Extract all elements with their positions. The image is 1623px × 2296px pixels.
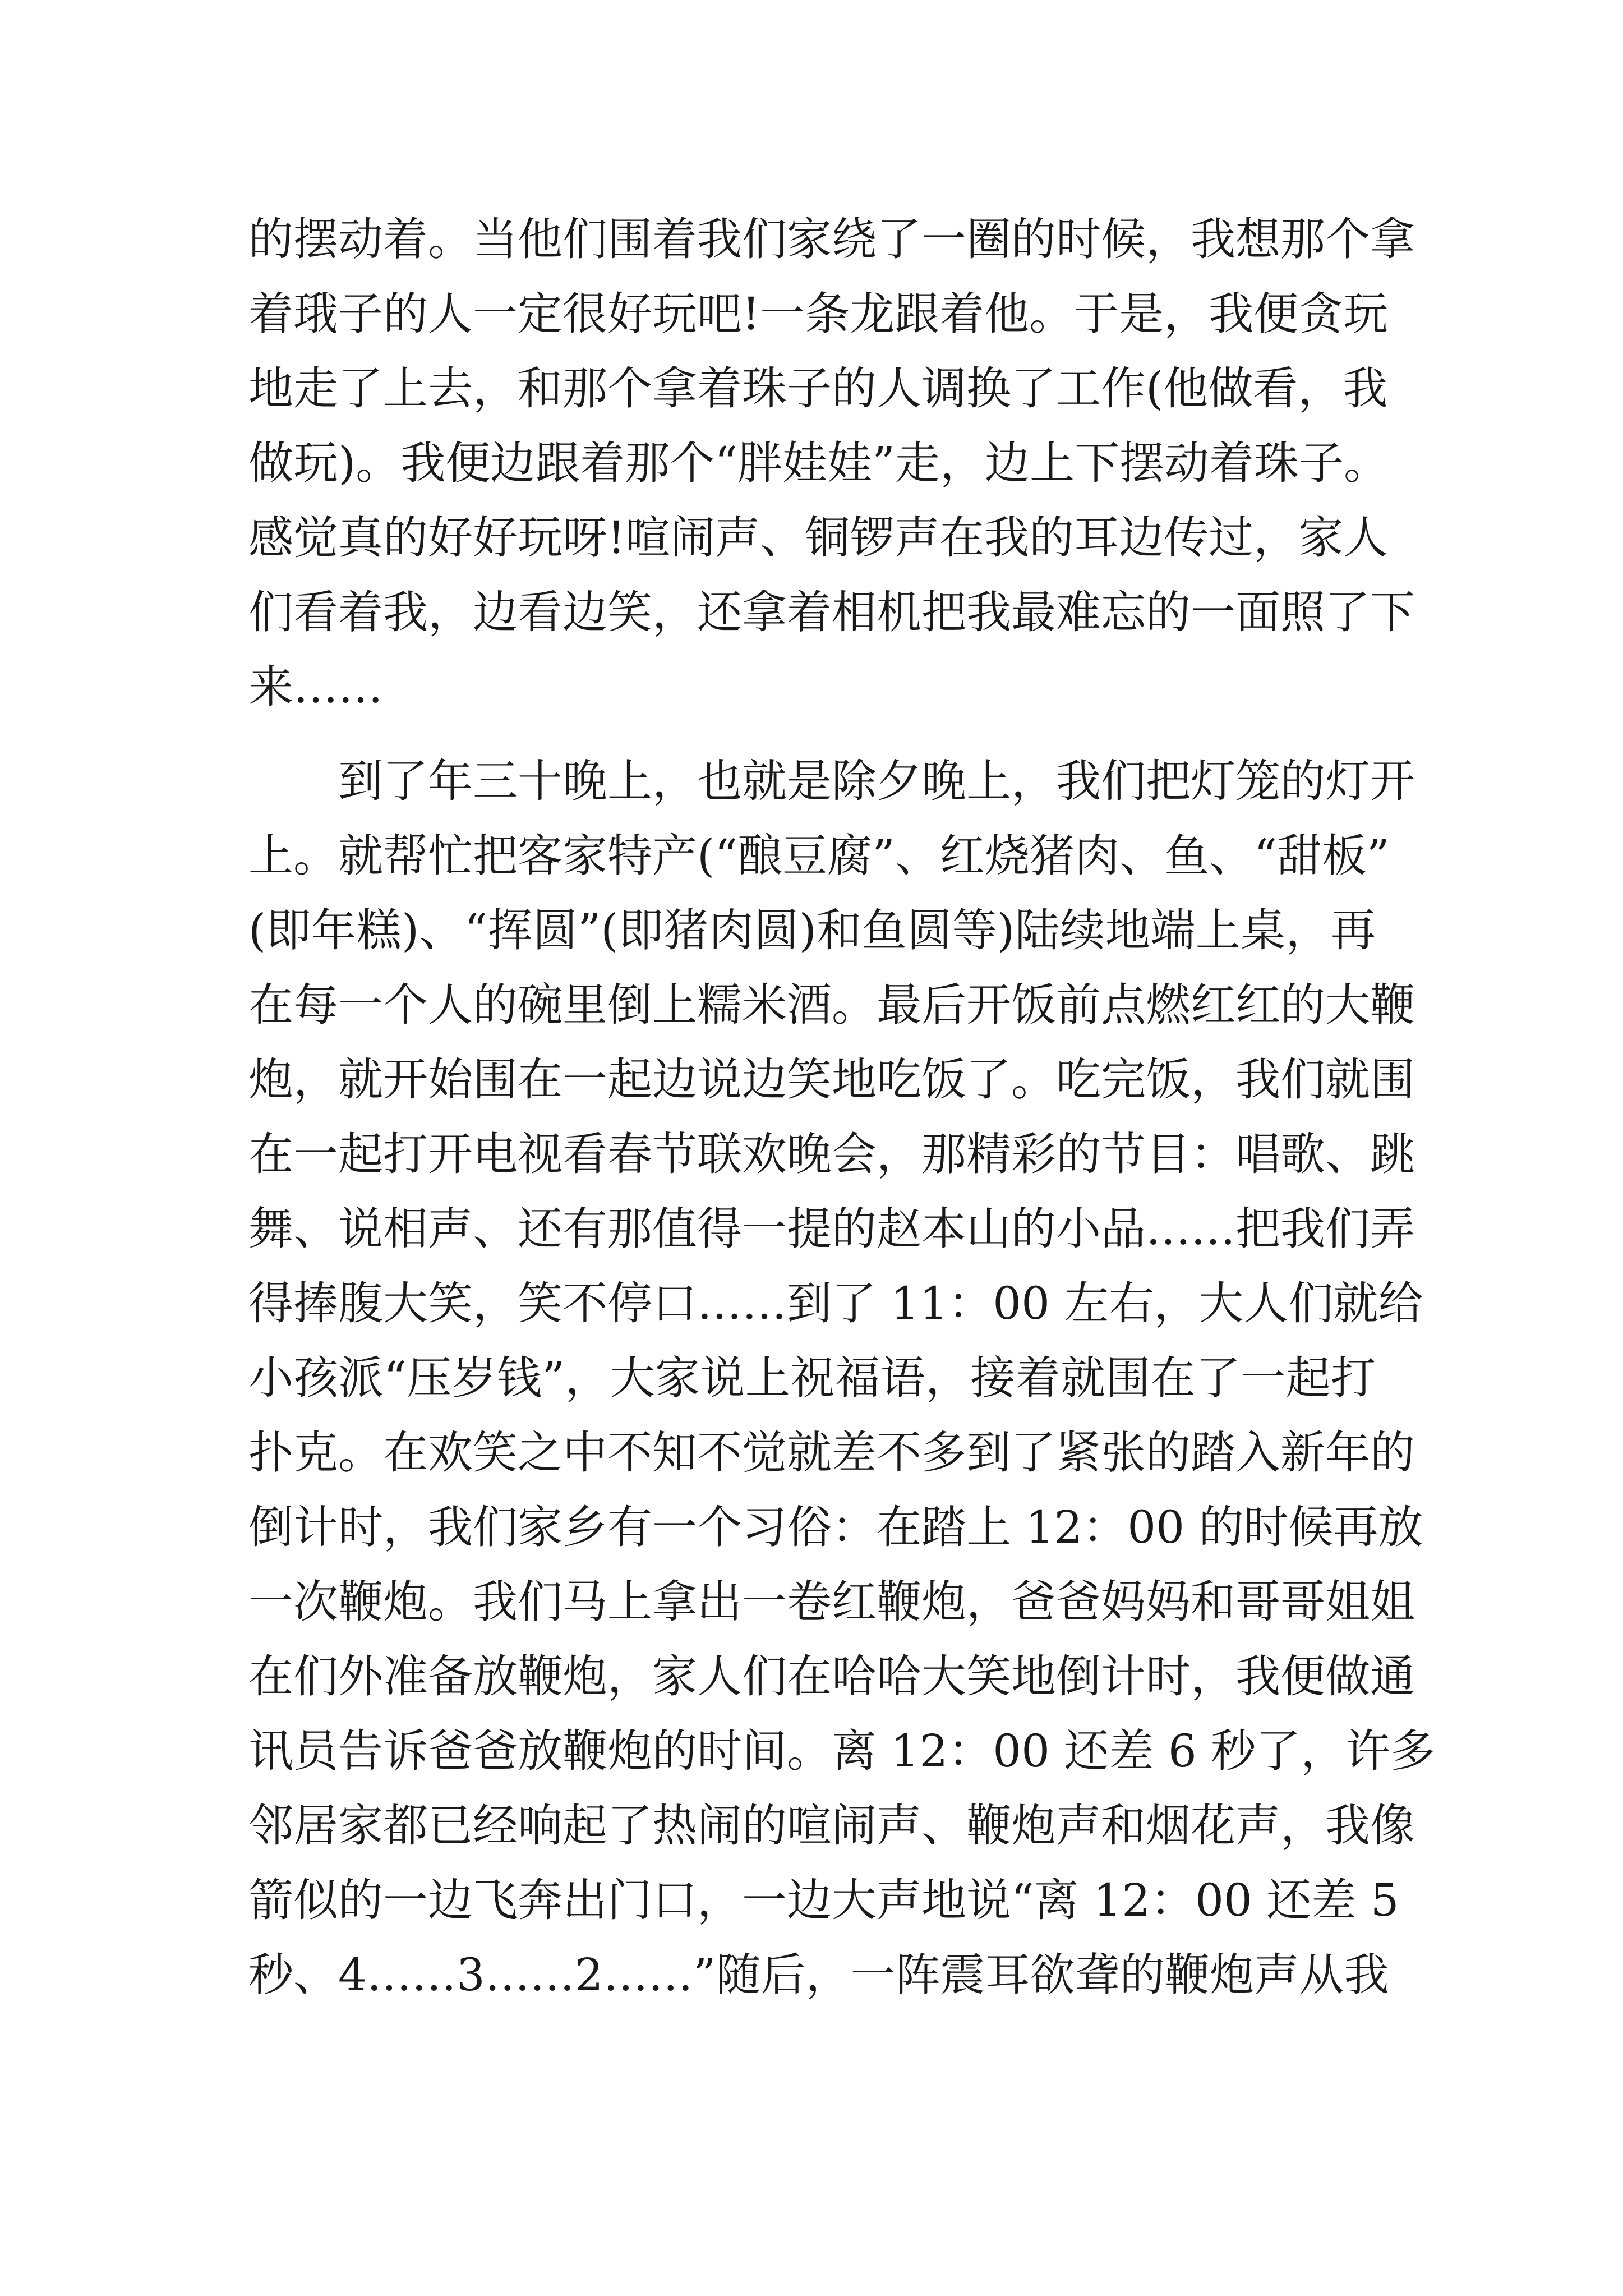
paragraph-2 bbox=[248, 744, 1436, 2012]
text-line: 邻居家都已经响起了热闹的喧闹声、鞭炮声和烟花声，我像 bbox=[248, 1800, 1415, 1852]
text-line: 来…… bbox=[248, 661, 383, 713]
text-line: 到了年三十晚上，也就是除夕晚上，我们把灯笼的灯开 bbox=[338, 755, 1415, 807]
text-line: 扑克。在欢笑之中不知不觉就差不多到了紧张的踏入新年的 bbox=[248, 1427, 1415, 1479]
text-line: 地走了上去，和那个拿着珠子的人调换了工作(他做看，我 bbox=[248, 362, 1388, 415]
text-line: 着珴子的人一定很好玩吧!一条龙跟着他。于是，我便贪玩 bbox=[248, 288, 1389, 340]
text-line: 小孩派“压岁钱”，大家说上祝福语，接着就围在了一起打 bbox=[248, 1352, 1376, 1404]
text-line: 在们外准备放鞭炮，家人们在哈哈大笑地倒计时，我便做通 bbox=[248, 1650, 1415, 1703]
text-line: 感觉真的好好玩呀!喧闹声、铜锣声在我的耳边传过，家人 bbox=[248, 512, 1389, 564]
text-line: 们看着我，边看边笑，还拿着相机把我最难忘的一面照了下 bbox=[248, 586, 1415, 638]
text-line: 舞、说相声、还有那值得一提的赵本山的小品……把我们弄 bbox=[248, 1203, 1415, 1255]
document-body bbox=[248, 202, 1436, 2012]
text-line: 箭似的一边飞奔出门口，一边大声地说“离 12：00 还差 5 bbox=[248, 1874, 1399, 1926]
text-line: 上。就帮忙把客家特产(“酿豆腐”、红烧猪肉、鱼、“甜板” bbox=[248, 830, 1390, 882]
text-line: 倒计时，我们家乡有一个习俗：在踏上 12：00 的时候再放 bbox=[248, 1501, 1423, 1553]
text-line: 秒、4……3……2……”随后，一阵震耳欲聋的鞭炮声从我 bbox=[248, 1949, 1389, 2001]
text-line: 的摆动着。当他们围着我们家绕了一圈的时候，我想那个拿 bbox=[248, 213, 1415, 265]
text-line: (即年糕)、“挥圆”(即猪肉圆)和鱼圆等)陆续地端上桌，再 bbox=[248, 904, 1376, 956]
text-line: 炮，就开始围在一起边说边笑地吃饭了。吃完饭，我们就围 bbox=[248, 1053, 1415, 1106]
paragraph-1 bbox=[248, 202, 1415, 724]
text-line: 在一起打开电视看春节联欢晚会，那精彩的节目：唱歌、跳 bbox=[248, 1128, 1415, 1180]
text-line: 一次鞭炮。我们马上拿出一卷红鞭炮，爸爸妈妈和哥哥姐姐 bbox=[248, 1576, 1415, 1628]
paragraph-spacing bbox=[248, 724, 1376, 744]
text-line: 讯员告诉爸爸放鞭炮的时间。离 12：00 还差 6 秒了，许多 bbox=[248, 1725, 1436, 1777]
text-line: 得捧腹大笑，笑不停口……到了 11：00 左右，大人们就给 bbox=[248, 1277, 1423, 1329]
text-line: 在每一个人的碗里倒上糯米酒。最后开饭前点燃红红的大鞭 bbox=[248, 979, 1415, 1031]
text-line: 做玩)。我便边跟着那个“胖娃娃”走，边上下摆动着珠子。 bbox=[248, 437, 1389, 489]
